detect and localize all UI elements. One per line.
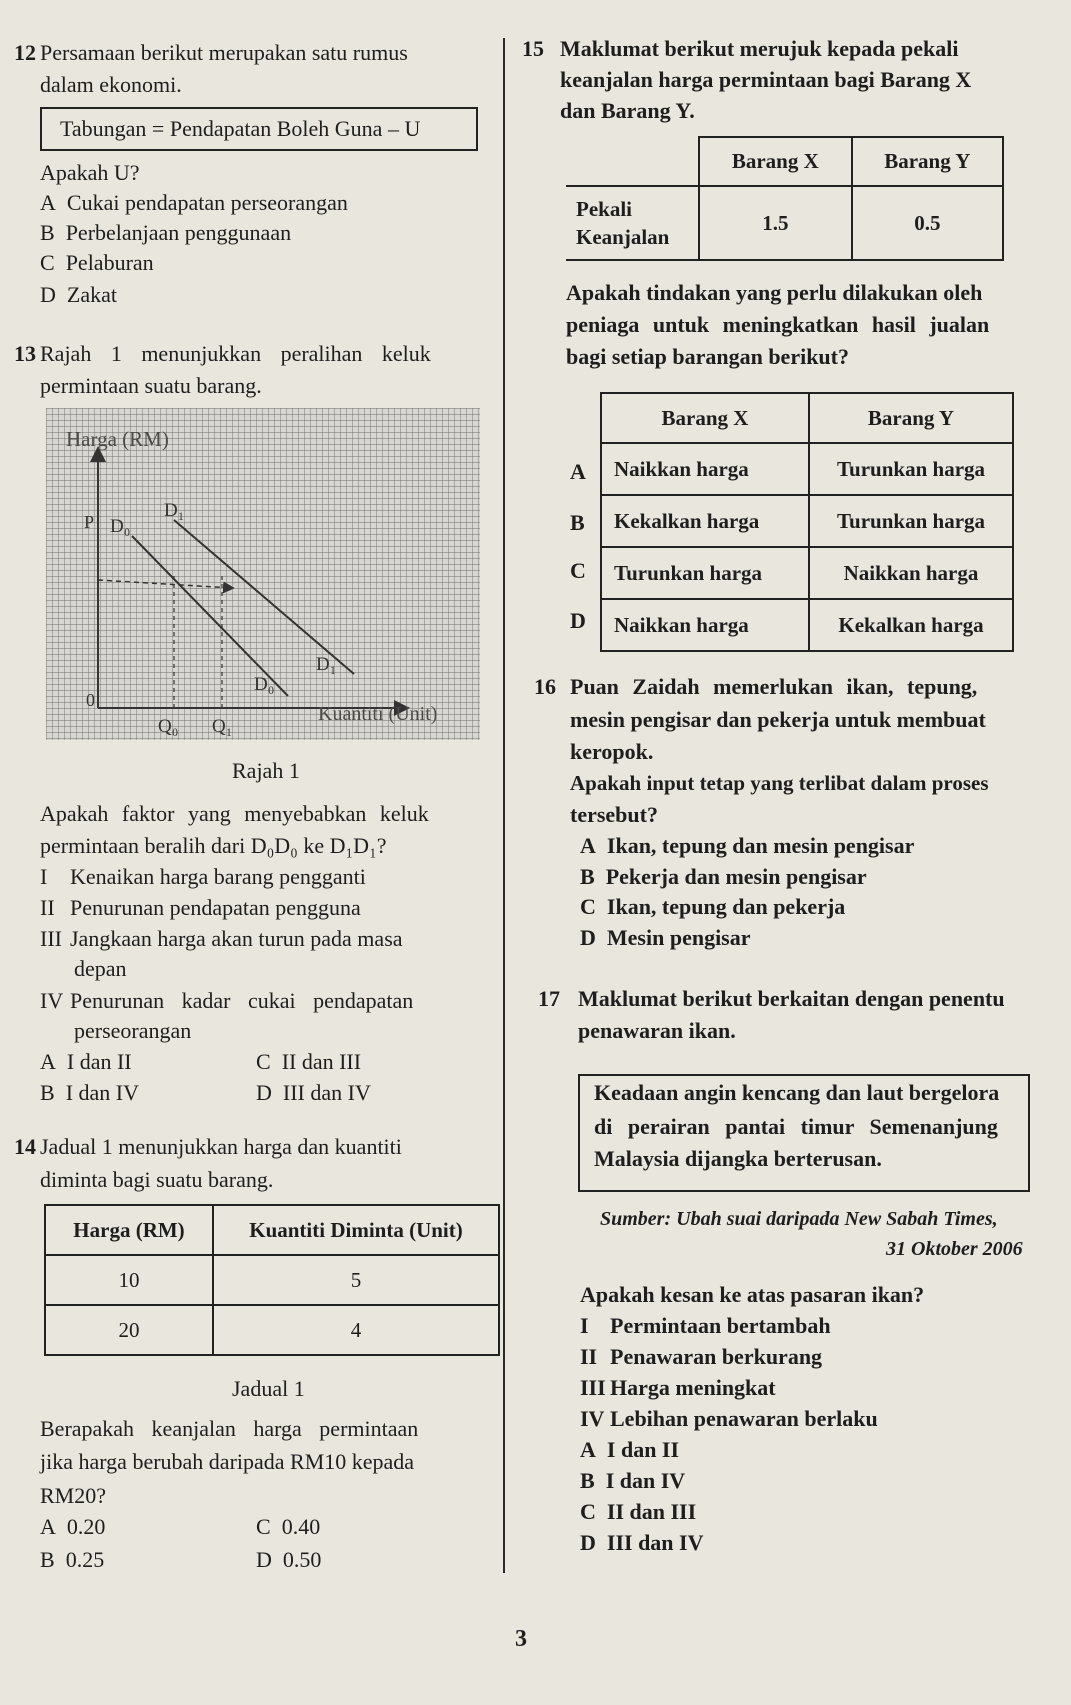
page-number: 3 — [515, 1626, 527, 1652]
q14-question-line2: jika harga berubah daripada RM10 kepada — [40, 1449, 415, 1474]
q13-option-c[interactable]: C II dan III — [256, 1049, 362, 1074]
q17-option-c[interactable]: C II dan III — [580, 1499, 697, 1524]
q15-option-b[interactable]: Kekalkan harga Turunkan harga — [601, 495, 1013, 547]
q15-option-d[interactable]: Naikkan harga Kekalkan harga — [601, 599, 1013, 651]
q17-info-box — [578, 1074, 1030, 1192]
q13-number: 13 — [14, 341, 36, 366]
graph-label-d1-bottom: D₁ — [316, 654, 337, 675]
q12-option-a[interactable]: A Cukai pendapatan perseorangan — [40, 190, 348, 215]
q17-statement-3: III Harga meningkat — [580, 1375, 776, 1400]
jadual-1-caption: Jadual 1 — [232, 1376, 305, 1401]
graph-label-d0-bottom: D₀ — [254, 674, 275, 695]
q14-option-d[interactable]: D 0.50 — [256, 1547, 322, 1572]
graph-price-p: P — [84, 512, 95, 532]
q17-option-a[interactable]: A I dan II — [580, 1437, 680, 1462]
q15-question-line2: peniaga untuk meningkatkan hasil jualan — [566, 312, 990, 337]
q16-option-b[interactable]: B Pekerja dan mesin pengisar — [580, 864, 867, 889]
q15-option-a-letter: A — [570, 459, 586, 484]
q15-options-table — [600, 392, 1014, 652]
q15-info-value-x: 1.5 — [699, 186, 852, 260]
q17-box-line1: Keadaan angin kencang dan laut bergelora — [594, 1080, 1000, 1105]
q17-question: Apakah kesan ke atas pasaran ikan? — [580, 1282, 925, 1307]
q17-box-line3: Malaysia dijangka berterusan. — [594, 1146, 882, 1171]
rajah-1-caption: Rajah 1 — [232, 758, 300, 783]
q13-stem-line2: permintaan suatu barang. — [40, 373, 262, 398]
q12-formula: Tabungan = Pendapatan Boleh Guna – U — [60, 116, 421, 141]
q14-question-line3: RM20? — [40, 1483, 106, 1508]
q12-number: 12 — [14, 40, 36, 65]
q15-stem-line2: keanjalan harga permintaan bagi Barang X — [560, 67, 972, 92]
q16-question-line2: tersebut? — [570, 802, 658, 827]
q15-stem-line1: Maklumat berikut merujuk kepada pekali — [560, 36, 959, 61]
q15-question-line1: Apakah tindakan yang perlu dilakukan oleh — [566, 280, 983, 305]
jadual-1-cell: 5 — [213, 1255, 499, 1305]
q15-stem-line3: dan Barang Y. — [560, 98, 695, 123]
graph-label-d1-top: D₁ — [164, 500, 185, 521]
q16-option-d[interactable]: D Mesin pengisar — [580, 925, 751, 950]
graph-label-d0-top: D₀ — [110, 516, 131, 537]
q15-options-header-x: Barang X — [601, 393, 809, 443]
q15-number: 15 — [522, 36, 544, 61]
jadual-1-cell: 20 — [45, 1305, 213, 1355]
q15-info-header-x: Barang X — [699, 137, 852, 186]
q15-option-c-letter: C — [570, 558, 586, 583]
graph-x-label: Kuantiti (Unit) — [318, 703, 438, 725]
graph-label-q0: Q₀ — [158, 716, 179, 737]
q15-info-value-y: 0.5 — [852, 186, 1003, 260]
q12-stem-line2: dalam ekonomi. — [40, 72, 182, 97]
q16-option-c[interactable]: C Ikan, tepung dan pekerja — [580, 894, 846, 919]
q15-info-row-label: Pekali Keanjalan — [566, 186, 699, 260]
jadual-1-header-quantity: Kuantiti Diminta (Unit) — [213, 1205, 499, 1255]
q17-option-b[interactable]: B I dan IV — [580, 1468, 686, 1493]
q12-option-d[interactable]: D Zakat — [40, 282, 117, 307]
q12-option-c[interactable]: C Pelaburan — [40, 250, 154, 275]
graph-y-label: Harga (RM) — [66, 427, 169, 451]
q17-option-d[interactable]: D III dan IV — [580, 1530, 704, 1555]
q12-formula-box — [40, 107, 478, 151]
q15-info-table — [566, 136, 1004, 261]
q15-option-b-letter: B — [570, 510, 585, 535]
q13-statement-4: IV Penurunan kadar cukai pendapatan — [40, 988, 414, 1013]
q17-statement-4: IV Lebihan penawaran berlaku — [580, 1406, 878, 1431]
q14-number: 14 — [14, 1134, 36, 1159]
q17-source-line2: 31 Oktober 2006 — [886, 1238, 1023, 1260]
q15-options-header-y: Barang Y — [809, 393, 1013, 443]
q14-option-b[interactable]: B 0.25 — [40, 1547, 105, 1572]
column-divider — [503, 38, 505, 1573]
q12-stem-line1: Persamaan berikut merupakan satu rumus — [40, 40, 408, 65]
q13-statement-2: II Penurunan pendapatan pengguna — [40, 895, 361, 920]
jadual-1-cell: 10 — [45, 1255, 213, 1305]
q13-question-line1: Apakah faktor yang menyebabkan keluk — [40, 801, 429, 826]
q15-info-header-y: Barang Y — [852, 137, 1003, 186]
q16-stem-line3: keropok. — [570, 739, 654, 764]
q14-option-c[interactable]: C 0.40 — [256, 1514, 321, 1539]
q14-stem-line2: diminta bagi suatu barang. — [40, 1167, 274, 1192]
graph-origin: 0 — [86, 690, 95, 710]
q13-statement-3-cont: depan — [74, 956, 127, 981]
q15-option-a[interactable]: Naikkan harga Turunkan harga — [601, 443, 1013, 495]
q15-info-blank — [566, 137, 699, 186]
q17-source-line1: Sumber: Ubah suai daripada New Sabah Times, — [600, 1208, 998, 1230]
q13-option-d[interactable]: D III dan IV — [256, 1080, 371, 1105]
jadual-1-table — [44, 1204, 500, 1356]
q15-option-d-letter: D — [570, 608, 586, 633]
q12-question: Apakah U? — [40, 160, 140, 185]
q13-statement-3: III Jangkaan harga akan turun pada masa — [40, 926, 403, 951]
q17-stem-line2: penawaran ikan. — [578, 1018, 736, 1043]
jadual-1-header-price: Harga (RM) — [45, 1205, 213, 1255]
q13-statement-1: I Kenaikan harga barang pengganti — [40, 864, 366, 889]
q13-stem-line1: Rajah 1 menunjukkan peralihan keluk — [40, 341, 431, 366]
q13-option-a[interactable]: A I dan II — [40, 1049, 132, 1074]
q15-question-line3: bagi setiap barangan berikut? — [566, 344, 849, 369]
q13-option-b[interactable]: B I dan IV — [40, 1080, 139, 1105]
q14-stem-line1: Jadual 1 menunjukkan harga dan kuantiti — [40, 1134, 402, 1159]
q17-statement-1: I Permintaan bertambah — [580, 1313, 831, 1338]
q17-number: 17 — [538, 986, 560, 1011]
jadual-1-cell: 4 — [213, 1305, 499, 1355]
q16-option-a[interactable]: A Ikan, tepung dan mesin pengisar — [580, 833, 915, 858]
q17-box-line2: di perairan pantai timur Semenanjung — [594, 1114, 998, 1139]
graph-label-q1: Q₁ — [212, 716, 233, 737]
q13-question-line2: permintaan beralih dari D₀D₀ ke D₁D₁? — [40, 833, 387, 858]
q14-question-line1: Berapakah keanjalan harga permintaan — [40, 1416, 419, 1441]
q13-statement-4-cont: perseorangan — [74, 1018, 192, 1043]
q16-stem-line2: mesin pengisar dan pekerja untuk membuat — [570, 707, 986, 732]
q17-stem-line1: Maklumat berikut berkaitan dengan penentu — [578, 986, 1005, 1011]
q15-option-c[interactable]: Turunkan harga Naikkan harga — [601, 547, 1013, 599]
q16-stem-line1: Puan Zaidah memerlukan ikan, tepung, — [570, 674, 978, 699]
q16-number: 16 — [534, 674, 556, 699]
rajah-1-demand-graph — [46, 408, 480, 740]
q17-statement-2: II Penawaran berkurang — [580, 1344, 823, 1369]
q14-option-a[interactable]: A 0.20 — [40, 1514, 106, 1539]
q12-option-b[interactable]: B Perbelanjaan penggunaan — [40, 220, 292, 245]
q16-question-line1: Apakah input tetap yang terlibat dalam proses — [570, 771, 989, 795]
